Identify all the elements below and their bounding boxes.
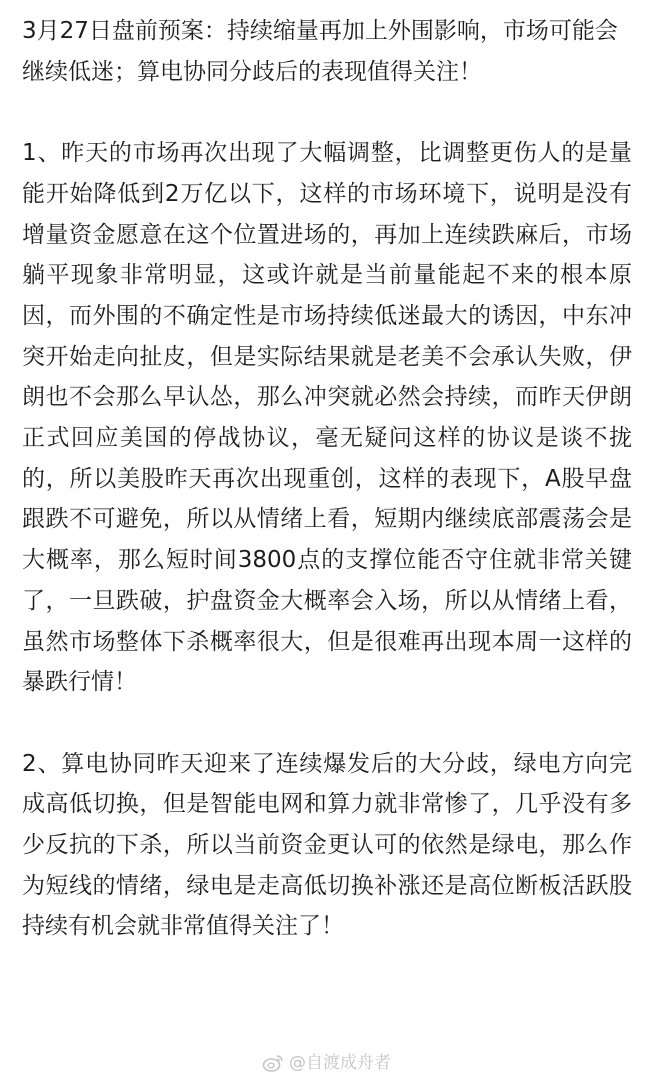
weibo-icon [262,1053,284,1073]
document-title: 3月27日盘前预案：持续缩量再加上外围影响，市场可能会继续低迷；算电协同分歧后的表现值得关注！ [22,18,618,85]
document-body [22,0,632,947]
paragraph-sector-analysis: 2、算电协同昨天迎来了连续爆发后的大分歧，绿电方向完成高低切换，但是智能电网和算力就非常惨了，几乎没有多少反抗的下杀，所以当前资金更认可的依然是绿电，那么作为短线的情绪，绿电是走高低切换补涨还是高位断板活跃股持续有机会就非常值得关注了！ [22,750,632,940]
watermark [262,1050,402,1076]
paragraph-market-analysis: 1、昨天的市场再次出现了大幅调整，比调整更伤人的是量能开始降低到2万亿以下，这样的市场环境下，说明是没有增量资金愿意在这个位置进场的，再加上连续跌麻后，市场躺平现象非常明显，这或许就是当前量能起不来的根本原因，而外围的不确定性是市场持续低迷最大的诱因，中东冲突开始走向扯皮，但是实际结果就是老美不会承认失败，伊朗也不会那么早认怂，那么冲突就必然会持续，而昨天伊朗正式回应美国的停战协议，毫无疑问这样的协议是谈不拢的，所以美股昨天再次出现重创，这样的表现下，A股早盘跟跌不可避免，所以从情绪上看，短期内继续底部震荡会是大概率，那么短时间3800点的支撑位能否守住就非常关键了，一旦跌破，护盘资金大概率会入场，所以从情绪上看，虽然市场整体下杀概率很大，但是很难再出现本周一这样的暴跌行情！ [22,140,632,696]
watermark-text: @自渡成舟者 [289,1053,391,1073]
